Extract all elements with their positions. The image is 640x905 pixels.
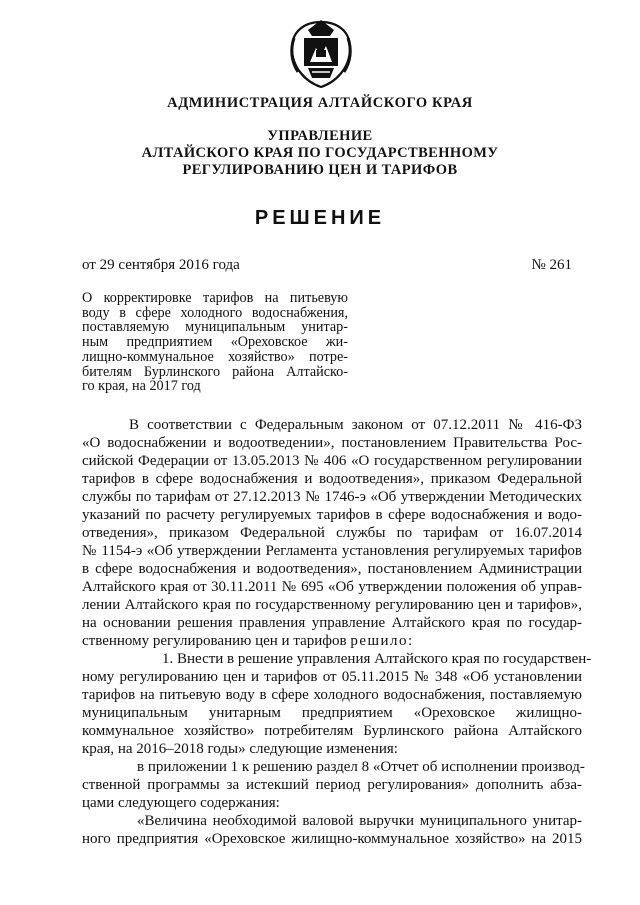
decision-subject xyxy=(82,291,348,394)
body-line: муниципальным унитарным предприятием «Ореховское жилищно- xyxy=(82,705,582,721)
body-line: В соответствии с Федеральным законом от 07.12.2011 № 416-ФЗ xyxy=(129,417,582,433)
organization-name: АДМИНИСТРАЦИЯ АЛТАЙСКОГО КРАЯ xyxy=(167,95,473,111)
body-line: службы по тарифам от 27.12.2013 № 1746-э «Об утверждении Методических xyxy=(82,489,582,505)
body-line: тарифов в сфере водоснабжения и водоотведения», приказом Федеральной xyxy=(82,471,582,487)
subject-line: поставляемую муниципальным унитар- xyxy=(82,319,348,336)
body-line: края, на 2016–2018 годы» следующие изменения: xyxy=(82,741,398,757)
document-type-title: РЕШЕНИЕ xyxy=(254,207,386,229)
decided-keyword: решило: xyxy=(350,633,414,649)
subject-line: О корректировке тарифов на питьевую xyxy=(82,290,348,306)
subject-line: бителям Бурлинского района Алтайско- xyxy=(82,363,348,380)
body-line: коммунальное хозяйство» потребителям Бурлинского района Алтайского xyxy=(82,723,582,739)
decision-number: № 261 xyxy=(531,257,572,273)
body-line: сийской Федерации от 13.05.2013 № 406 «О государственном регулировании xyxy=(82,453,582,469)
body-line: Алтайского края от 30.11.2011 № 695 «Об утверждении положения об управ- xyxy=(82,579,582,595)
subject-line: воду в сфере холодного водоснабжения, xyxy=(82,304,348,321)
coat-of-arms-emblem xyxy=(286,18,356,90)
body-line: ному регулированию цен и тарифов от 05.11.2015 № 348 «Об установлении xyxy=(82,669,582,685)
subject-line: ным предприятием «Ореховское жи- xyxy=(82,334,348,351)
body-line: «О водоснабжении и водоотведении», постановлением Правительства Рос- xyxy=(82,435,582,451)
department-name xyxy=(0,128,640,179)
body-line: ственной программы за истекший период регулирования» дополнить абза- xyxy=(82,777,582,793)
body-line: 1. Внести в решение управления Алтайского края по государствен- xyxy=(162,651,592,667)
department-line: РЕГУЛИРОВАНИЮ ЦЕН И ТАРИФОВ xyxy=(182,162,458,178)
body-line: отведения», приказом Федеральной службы по тарифам от 16.07.2014 xyxy=(82,525,582,541)
body-line: № 1154-э «Об утверждении Регламента установления регулируемых тарифов xyxy=(82,543,582,559)
department-line: УПРАВЛЕНИЕ xyxy=(267,128,373,144)
subject-line: лищно-коммунальное хозяйство» потре- xyxy=(82,348,348,365)
decision-date: от 29 сентября 2016 года xyxy=(82,257,240,273)
subject-line: го края, на 2017 год xyxy=(82,378,201,395)
body-line: ного предприятия «Ореховское жилищно-коммунальное хозяйство» на 2015 xyxy=(82,831,582,847)
department-line: АЛТАЙСКОГО КРАЯ ПО ГОСУДАРСТВЕННОМУ xyxy=(141,145,499,161)
body-line: лении Алтайского края по государственному регулированию цен и тарифов», xyxy=(82,597,582,613)
body-line: на основании решения правления управление Алтайского края по государ- xyxy=(82,615,582,631)
decision-body xyxy=(82,416,592,848)
body-line xyxy=(82,632,582,650)
body-line: в приложении 1 к решению раздел 8 «Отчет об исполнении производ- xyxy=(137,759,585,775)
body-line: «Величина необходимой валовой выручки муниципального унитар- xyxy=(137,813,582,829)
body-line: указаний по расчету регулируемых тарифов в сфере водоснабжения и водо- xyxy=(82,507,582,523)
body-line: тарифов на питьевую воду в сфере холодного водоснабжения, поставляемую xyxy=(82,687,582,703)
body-line: цами следующего содержания: xyxy=(82,795,280,811)
body-line: в сфере водоснабжения и водоотведения», постановлением Администрации xyxy=(82,561,582,577)
body-line-text: ственному регулированию цен и тарифов xyxy=(82,633,347,649)
